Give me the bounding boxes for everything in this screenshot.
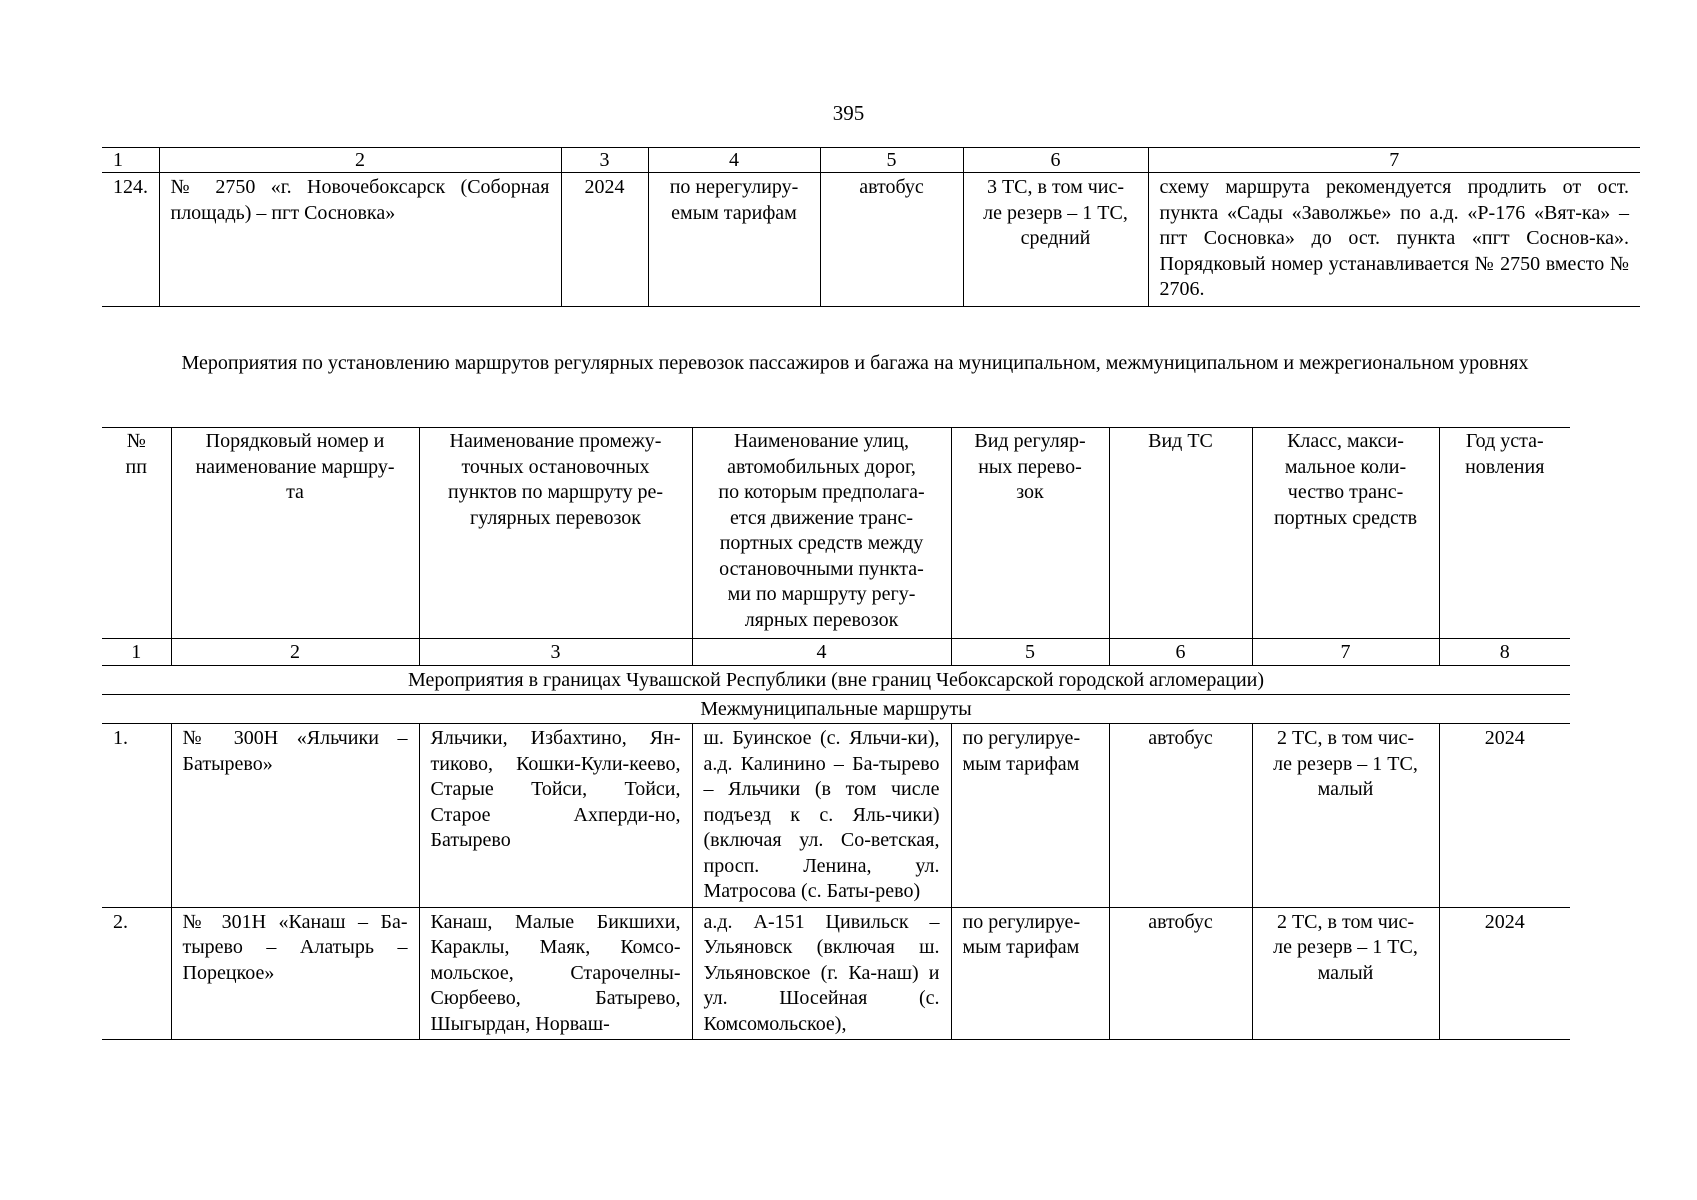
main-colnum-2: 2 <box>171 639 419 666</box>
subgroup-row <box>102 695 1570 724</box>
table-row <box>102 907 1570 1040</box>
row-number: 1. <box>102 724 171 908</box>
top-table <box>102 147 1640 307</box>
tariff-cell: по нерегулиру- емым тарифам <box>648 173 820 307</box>
subgroup-title: Межмуниципальные маршруты <box>102 695 1570 724</box>
top-colnum-2: 2 <box>159 148 561 173</box>
section-title: Мероприятия по установлению маршрутов регулярных перевозок пассажиров и багажа на муниципальном, межмуниципальном и межрегиональном уровнях <box>181 352 1529 374</box>
table-row <box>102 724 1570 908</box>
page-number: 395 <box>832 101 865 125</box>
capacity-cell: 3 ТС, в том чис- ле резерв – 1 ТС, средний <box>963 173 1148 307</box>
header-streets: Наименование улиц, автомобильных дорог, по которым предполага- ется движение транс- портных средств между остановочными пункта- ми по маршруту регу- лярных перевозок <box>692 428 951 639</box>
streets-cell: ш. Буинское (с. Яльчи-​ки), а.д. Калинино – Ба-​тырево – Яльчики (в том числе подъезд к с. Яль-​чики) (включая ул. Со-​ветская, просп. Ленина, ул. Матросова (с. Баты-​рево) <box>692 724 951 908</box>
header-capacity: Класс, макси- мальное коли- чество транс- портных средств <box>1252 428 1439 639</box>
top-colnum-3: 3 <box>561 148 648 173</box>
header-stops: Наименование промежу- точных остановочных пунктов по маршруту ре- гулярных перевозок <box>419 428 692 639</box>
row-number: 2. <box>113 910 128 933</box>
header-service-type: Вид регуляр- ных перево- зок <box>951 428 1109 639</box>
year-cell: 2024 <box>1439 724 1570 908</box>
top-colnum-7: 7 <box>1148 148 1640 173</box>
main-table <box>102 427 1570 1040</box>
header-route: Порядковый номер и наименование маршру- та <box>171 428 419 639</box>
streets-cell: а.д. А-151 Цивильск – Ульяновск (включая ш. Ульяновское (г. Ка-​наш) и ул. Шосейная (с. Комсомольское), <box>692 907 951 1040</box>
header-num: № пп <box>125 430 147 478</box>
note-cell: схему маршрута рекомендуется продлить от ост. пункта «Сады «Заволжье» по а.д. «Р-176 «Вят-​ка» – пгт Сосновка» до ост. пункта «пгт Соснов-​ка». Порядковый номер устанавливается № 2750 вместо № 2706. <box>1148 173 1640 307</box>
route-name: № 301Н «Канаш – Ба-​тырево – Алатырь – Порецкое» <box>171 907 419 1040</box>
top-colnum-5: 5 <box>820 148 963 173</box>
main-colnum-4: 4 <box>692 639 951 666</box>
year-cell: 2024 <box>1439 907 1570 1040</box>
main-colnum-1: 1 <box>102 639 171 666</box>
top-colnum-1: 1 <box>102 148 159 173</box>
group-row <box>102 666 1570 695</box>
top-table-row <box>102 173 1640 307</box>
main-table-column-numbers <box>102 639 1570 666</box>
main-colnum-8: 8 <box>1439 639 1570 666</box>
top-table-column-numbers <box>102 148 1640 173</box>
main-colnum-7: 7 <box>1252 639 1439 666</box>
header-vehicle-type: Вид ТС <box>1109 428 1252 639</box>
capacity-cell: 2 ТС, в том чис- ле резерв – 1 ТС, малый <box>1252 907 1439 1040</box>
year-cell: 2024 <box>561 173 648 307</box>
main-table-header <box>102 428 1570 639</box>
vehicle-type-cell: автобус <box>1109 907 1252 1040</box>
main-colnum-5: 5 <box>951 639 1109 666</box>
top-colnum-4: 4 <box>648 148 820 173</box>
header-year: Год уста- новления <box>1439 428 1570 639</box>
vehicle-type-cell: автобус <box>1109 724 1252 908</box>
row-number: 124. <box>113 176 148 198</box>
stops-cell: Яльчики, Избахтино, Ян-​тиково, Кошки-Кули-​кеево, Старые Тойси, Тойси, Старое Ахперди-​но, Батырево <box>419 724 692 908</box>
capacity-cell: 2 ТС, в том чис- ле резерв – 1 ТС, малый <box>1252 724 1439 908</box>
group-title: Мероприятия в границах Чувашской Республики (вне границ Чебоксарской городской агломерации) <box>102 666 1570 695</box>
service-type-cell: по регулируе- мым тарифам <box>951 724 1109 908</box>
main-colnum-3: 3 <box>419 639 692 666</box>
vehicle-cell: автобус <box>820 173 963 307</box>
stops-cell: Канаш, Малые Бикшихи, Караклы, Маяк, Комсо-​мольское, Старочелны-​Сюрбеево, Батырево, Шыгырдан, Норваш- <box>419 907 692 1040</box>
main-colnum-6: 6 <box>1109 639 1252 666</box>
route-name: № 300Н «Яльчики – Батырево» <box>171 724 419 908</box>
top-colnum-6: 6 <box>963 148 1148 173</box>
route-name: № 2750 «г. Новочебоксарск (Соборная площадь) – пгт Сосновка» <box>159 173 561 307</box>
service-type-cell: по регулируе- мым тарифам <box>951 907 1109 1040</box>
